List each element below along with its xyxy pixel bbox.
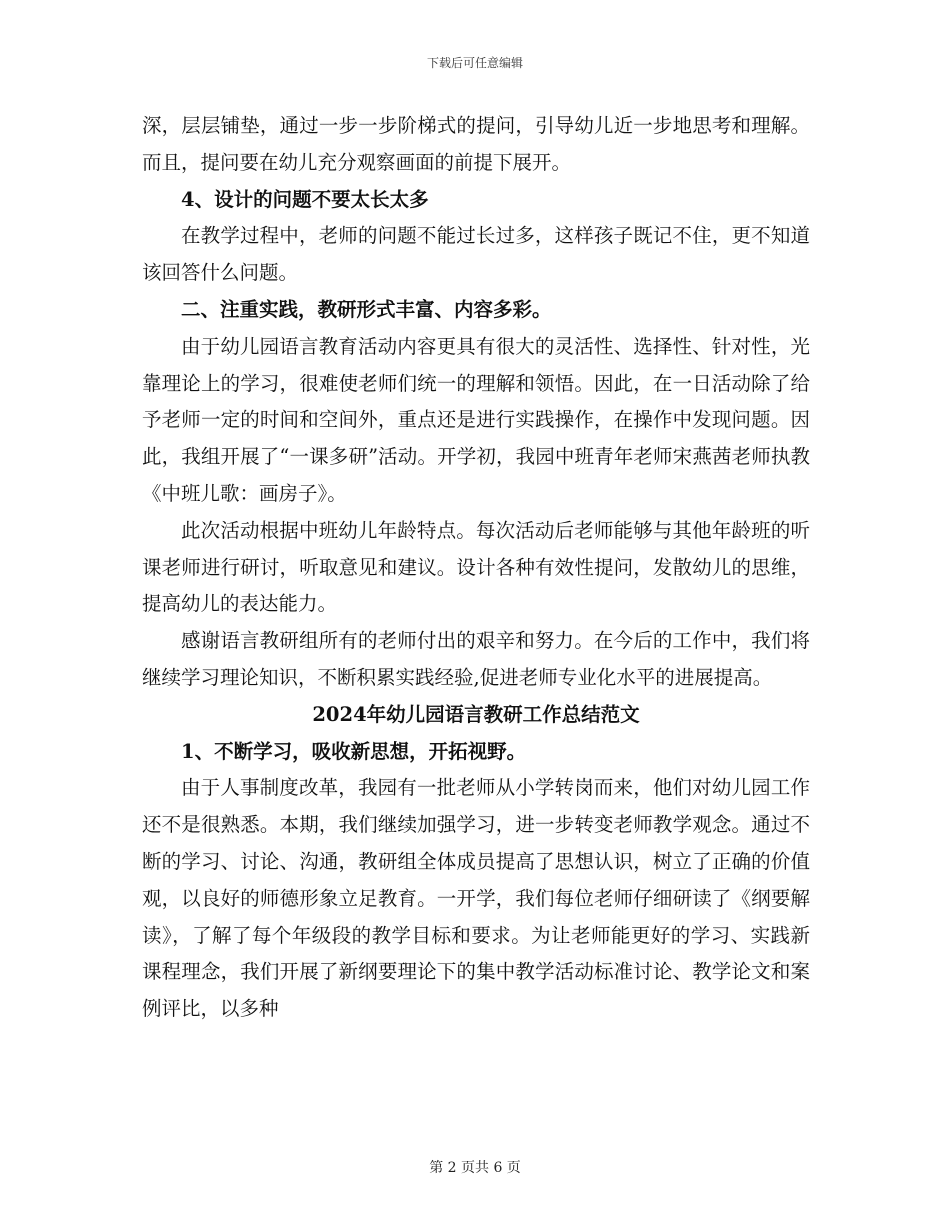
section-heading: 二、注重实践，教研形式丰富、内容多彩。 xyxy=(181,297,552,321)
page-footer: 第 2 页共 6 页 xyxy=(429,1160,521,1176)
paragraph: 感谢语言教研组所有的老师付出的艰辛和努力。在今后的工作中，我们将继续学习理论知识，不断积累实践经验,促进老师专业化水平的进展提高。 xyxy=(142,629,810,689)
section-heading: 1、不断学习，吸收新思想，开拓视野。 xyxy=(181,739,527,763)
section-heading: 4、设计的问题不要太长太多 xyxy=(181,187,429,211)
paragraph: 在教学过程中，老师的问题不能过长过多，这样孩子既记不住，更不知道该回答什么问题。 xyxy=(142,224,810,285)
paragraph: 此次活动根据中班幼儿年龄特点。每次活动后老师能够与其他年龄班的听课老师进行研讨，听取意见和建议。设计各种有效性提问，发散幼儿的思维，提高幼儿的表达能力。 xyxy=(142,518,810,616)
paragraph: 由于幼儿园语言教育活动内容更具有很大的灵活性、选择性、针对性，光靠理论上的学习，很难使老师们统一的理解和领悟。因此，在一日活动除了给予老师一定的时间和空间外，重点还是进行实践操作，在操作中发现问题。因此，我组开展了“一课多研”活动。开学初，我园中班青年老师宋燕茜老师执教《中班儿歌：画房子》。 xyxy=(142,334,810,505)
paragraph: 由于人事制度改革，我园有一批老师从小学转岗而来，他们对幼儿园工作还不是很熟悉。本期，我们继续加强学习，进一步转变老师教学观念。通过不断的学习、讨论、沟通，教研组全体成员提高了思想认识，树立了正确的价值观，以良好的师德形象立足教育。一开学，我们每位老师仔细研读了《纲要解读》，了解了每个年级段的教学目标和要求。为让老师能更好的学习、实践新课程理念，我们开展了新纲要理论下的集中教学活动标准讨论、教学论文和案例评比，以多种 xyxy=(142,776,810,1021)
paragraph: 深，层层铺垫，通过一步一步阶梯式的提问，引导幼儿近一步地思考和理解。而且，提问要在幼儿充分观察画面的前提下展开。 xyxy=(142,114,810,174)
document-title: 2024年幼儿园语言教研工作总结范文 xyxy=(312,702,640,726)
document-body xyxy=(142,108,810,1028)
page-header: 下载后可任意编辑 xyxy=(426,56,523,70)
